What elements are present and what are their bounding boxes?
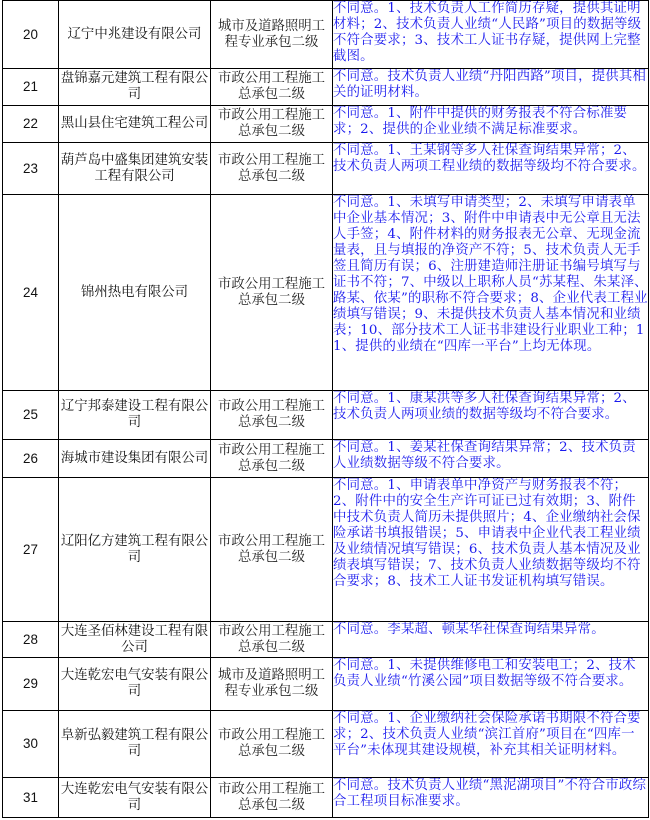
qualification [211, 622, 333, 658]
table-row [3, 391, 649, 440]
company-name: 辽阳亿方建筑工程有限公司 [59, 478, 211, 622]
qualification-line-2: 总承包二级 [238, 639, 305, 655]
qualification [211, 1, 333, 69]
row-number: 31 [3, 778, 59, 818]
row-number: 29 [3, 658, 59, 711]
qualification-line-2: 总承包二级 [238, 168, 305, 184]
row-number: 23 [3, 143, 59, 195]
table-row [3, 195, 649, 391]
qualification-line-1: 市政公用工程施工 [217, 781, 326, 797]
qualification-line-1: 市政公用工程施工 [217, 399, 326, 414]
row-number: 30 [3, 711, 59, 778]
qualification [211, 778, 333, 818]
review-opinion: 不同意。1、未提供维修电工和安装电工；2、技术负责人业绩“竹溪公园”项目数据等级不符合要求。 [333, 658, 649, 711]
company-name: 大连圣佰林建设工程有限公司 [59, 622, 211, 658]
qualification-line-2: 总承包二级 [238, 415, 305, 430]
table-row [3, 658, 649, 711]
table-row [3, 106, 649, 143]
row-number: 25 [3, 391, 59, 440]
qualification [211, 106, 333, 143]
qualification [211, 440, 333, 478]
review-opinion: 不同意。1、技术负责人工作简历存疑，提供其证明材料；2、技术负责人业绩“人民路”项目的数据等级不符合要求；3、技术工人证书存疑，提供网上完整截图。 [333, 1, 649, 69]
qualification-line-2: 程专业承包二级 [224, 34, 319, 50]
qualification-line-2: 程专业承包二级 [224, 684, 319, 699]
row-number: 26 [3, 440, 59, 478]
review-opinion: 不同意。1、康某洪等多人社保查询结果异常；2、技术负责人两项业绩的数据等级均不符合要求。 [333, 391, 649, 440]
qualification-line-1: 市政公用工程施工 [217, 623, 326, 639]
row-number: 21 [3, 69, 59, 106]
qualification [211, 711, 333, 778]
qualification-line-1: 城市及道路照明工 [217, 668, 326, 683]
company-name: 葫芦岛中盛集团建筑安装工程有限公司 [59, 143, 211, 195]
qualification [211, 478, 333, 622]
company-name: 海城市建设集团有限公司 [59, 440, 211, 478]
review-opinion: 不同意。1、姜某社保查询结果异常；2、技术负责人业绩数据等级不符合要求。 [333, 440, 649, 478]
row-number: 27 [3, 478, 59, 622]
table-row [3, 778, 649, 818]
qualification-line-1: 市政公用工程施工 [217, 71, 326, 86]
qualification-line-2: 总承包二级 [238, 549, 305, 565]
table-row [3, 440, 649, 478]
review-opinion: 不同意。1、企业缴纳社会保险承诺书期限不符合要求；2、技术负责人业绩“滨江首府”项目在“四库一平台”未体现其建设规模，补充其相关证明材料。 [333, 711, 649, 778]
row-number: 22 [3, 106, 59, 143]
qualification-line-2: 总承包二级 [238, 87, 305, 102]
qualification [211, 391, 333, 440]
table-row [3, 1, 649, 69]
qualification-line-1: 市政公用工程施工 [217, 276, 326, 292]
review-opinion: 不同意。1、王某钢等多人社保查询结果异常；2、技术负责人两项工程业绩的数据等级均不符合要求。 [333, 143, 649, 195]
table-row [3, 622, 649, 658]
company-name: 大连乾宏电气安装有限公司 [59, 778, 211, 818]
qualification-line-2: 总承包二级 [238, 458, 305, 474]
qualification-line-1: 市政公用工程施工 [217, 533, 326, 549]
company-name: 辽宁中兆建设有限公司 [59, 1, 211, 69]
company-name: 辽宁邦泰建设工程有限公司 [59, 391, 211, 440]
row-number: 24 [3, 195, 59, 391]
company-name: 大连乾宏电气安装有限公司 [59, 658, 211, 711]
table-row [3, 143, 649, 195]
company-name: 盘锦嘉元建筑工程有限公司 [59, 69, 211, 106]
qualification-line-1: 市政公用工程施工 [217, 152, 326, 168]
qualification-line-1: 市政公用工程施工 [217, 442, 326, 458]
qualification-line-2: 总承包二级 [238, 797, 305, 813]
qualification [211, 195, 333, 391]
review-opinion: 不同意。技术负责人业绩“丹阳西路”项目，提供其相关的证明材料。 [333, 69, 649, 106]
review-table [2, 0, 649, 818]
company-name: 锦州热电有限公司 [59, 195, 211, 391]
qualification-line-1: 市政公用工程施工 [217, 108, 326, 123]
review-opinion: 不同意。李某超、顿某华社保查询结果异常。 [333, 622, 649, 658]
review-opinion: 不同意。1、附件中提供的财务报表不符合标准要求；2、提供的企业业绩不满足标准要求。 [333, 106, 649, 143]
qualification [211, 658, 333, 711]
review-opinion: 不同意。1、未填写申请类型；2、未填写申请表单中企业基本情况；3、附件中申请表中无公章且无法人手签；4、附件材料的财务报表无公章、无现金流量表，且与填报的净资产不符；5、技术负责人无手签且简历有误；6、注册建造师注册证书编号填写与证书不符；7、中级以上职称人员“苏某程、朱某泽、路某、依某”的职称不符合要求；8、企业代表工程业绩填写错误；9、未提供技术负责人基本情况和业绩表；10、部分技术工人证书非建设行业职业工种；11、提供的业绩在“四库一平台”上均无体现。 [333, 195, 649, 391]
qualification-line-1: 城市及道路照明工 [217, 18, 326, 34]
review-opinion: 不同意。技术负责人业绩“黑泥湖项目”不符合市政综合工程项目标准要求。 [333, 778, 649, 818]
table-row [3, 711, 649, 778]
company-name: 阜新弘毅建筑工程有限公司 [59, 711, 211, 778]
table-row [3, 478, 649, 622]
qualification-line-1: 市政公用工程施工 [217, 728, 326, 743]
qualification-line-2: 总承包二级 [238, 292, 305, 308]
qualification [211, 69, 333, 106]
company-name: 黑山县住宅建筑工程公司 [59, 106, 211, 143]
review-opinion: 不同意。1、申请表单中净资产与财务报表不符；2、附件中的安全生产许可证已过有效期；3、附件中技术负责人简历未提供照片；4、企业缴纳社会保险承诺书填报错误；5、申请表中企业代表工程业绩及业绩情况填写错误；6、技术负责人基本情况及业绩表填写错误；7、技术负责人业绩数据等级均不符合要求；8、技术工人证书发证机构填写错误。 [333, 478, 649, 622]
qualification-line-2: 总承包二级 [238, 124, 305, 139]
row-number: 20 [3, 1, 59, 69]
qualification [211, 143, 333, 195]
table-row [3, 69, 649, 106]
qualification-line-2: 总承包二级 [238, 744, 305, 759]
row-number: 28 [3, 622, 59, 658]
